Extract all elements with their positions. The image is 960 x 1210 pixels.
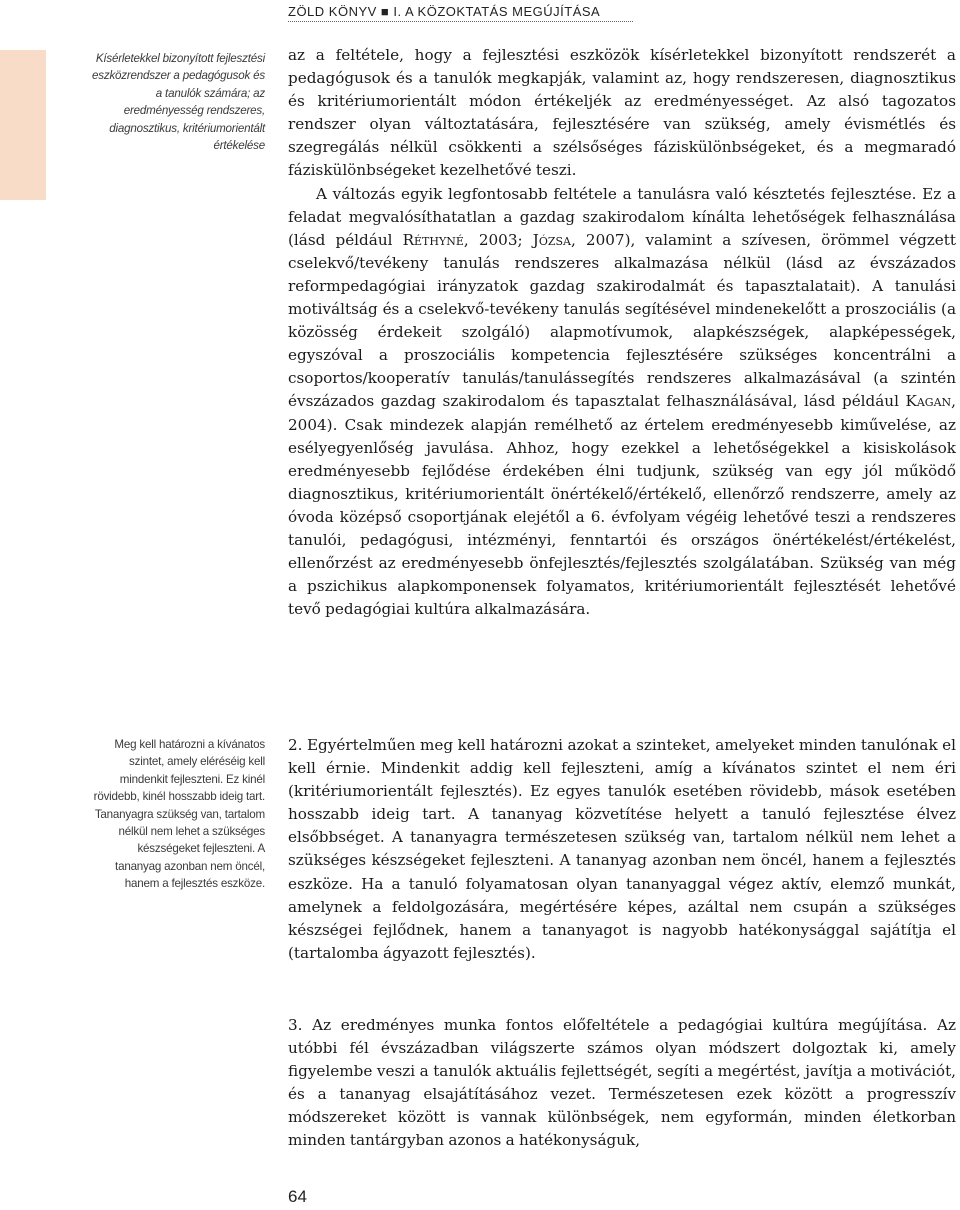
page-number: 64 bbox=[288, 1187, 307, 1206]
citation-kagan: Kagan bbox=[905, 392, 952, 411]
citation-rethyne: Réthyné bbox=[402, 230, 464, 249]
paragraph-2 bbox=[288, 183, 956, 622]
main-text-block-2 bbox=[288, 734, 956, 965]
main-text-block-1 bbox=[288, 44, 956, 621]
paragraph-1: az a feltétele, hogy a fejlesztési eszközök kísérletekkel bizonyított rendszerét a pedagógusok és a tanulók megkapják, valamint az, hogy rendszeresen, diagnosztikus és kritériumorientált módon értékeljék az eredményességet. Az alsó tagozatos rendszer olyan változtatására, fejlesztésére van szükség, amely évismétlés és szegregálás nélkül csökkenti a szélsőséges fáziskülönbségeket, és a megmaradó fáziskülönbségeket kezelhetővé teszi. bbox=[288, 46, 956, 180]
margin-note-2 bbox=[92, 736, 265, 893]
p2-text-3: , 2007), valamint a szívesen, örömmel végzett cselekvő/tevékeny tanulás rendszeres alkalmazása nélkül (lásd az évszázados reformpedagógiai irányzatok gazdag szakirodalmát és tapasztalatait). A tanulási motiváltság és a cselekvő-tevékeny tanulás segítésével mindenekelőtt a proszociális (a közösség érdekeit szolgáló) alapmotívumok, alapkészségek, alapképességek, egyszóval a proszociális kompetencia fejlesztésére szükséges koncentrálni a csoportos/kooperatív tanulás/tanulássegítés rendszeres alkalmazásával (a szintén évszázados gazdag szakirodalom és tapasztalat felhasználásával, lásd például bbox=[288, 230, 956, 411]
main-text-block-3 bbox=[288, 1014, 956, 1153]
running-header: ZÖLD KÖNYV ■ I. A KÖZOKTATÁS MEGÚJÍTÁSA bbox=[288, 4, 601, 19]
margin-note-1 bbox=[92, 50, 265, 154]
margin-note-2-text: Meg kell határozni a kívánatos szintet, amely eléréséig kell mindenkit fejleszteni. Ez kinél rövidebb, kinél hosszabb ideig tart. Tananyagra szükség van, tartalom nélkül nem lehet a szükséges készségeket fejleszteni. A tananyag azonban nem öncél, hanem a fejlesztés eszköze. bbox=[93, 738, 265, 891]
p2-text-1: A változás egyik legfontosabb feltétele a tanulásra való késztetés fejlesztése. Ez a feladat megvalósíthatatlan a gazdag szakirodalom kínálta lehetőségek felhasználása (lásd például bbox=[288, 184, 956, 249]
paragraph-4: 3. Az eredményes munka fontos előfeltétele a pedagógiai kultúra megújítása. Az utóbbi fél évszázadban világszerte számos olyan módszert dolgoztak ki, amely figyelembe veszi a tanulók aktuális fejlettségét, segíti a megértést, javítja a motivációt, és a tananyag elsajátításához vezet. Természetesen ezek között a progresszív módszereket között is vannak különbségek, nem egyformán, minden életkorban minden tantárgyban azonos a hatékonyságuk, bbox=[288, 1016, 956, 1150]
p2-text-4: , 2004). Csak mindezek alapján remélhető az értelem eredményesebb kiművelése, az esélyegyenlőség javulása. Ahhoz, hogy ezekkel a lehetőségekkel a kisiskolások eredményesebb fejlődése érdekében élni tudjunk, szükség van egy jól működő diagnosztikus, kritériumorientált önértékelő/értékelő, ellenőrző rendszerre, amely az óvoda középső csoportjának elejétől a 6. évfolyam végéig lehetővé teszi a rendszeres tanulói, pedagógusi, intézményi, fenntartói és országos önértékelést/értékelést, ellenőrzést az eredményesebb önfejlesztés/fejlesztés szolgálatában. Szükség van még a pszichikus alapkomponensek folyamatos, kritériumorientált fejlesztését lehetővé tevő pedagógiai kultúra alkalmazására. bbox=[288, 392, 956, 619]
p2-text-2: , 2003; bbox=[463, 230, 533, 249]
side-tab-marker bbox=[0, 50, 46, 200]
margin-note-1-text: Kísérletekkel bizonyított fejlesztési eszközrendszer a pedagógusok és a tanulók számára; az eredményesség rendszeres, diagnosztikus, kritériumorientált értékelése bbox=[92, 52, 265, 153]
citation-jozsa: Józsa bbox=[532, 230, 571, 249]
paragraph-3: 2. Egyértelműen meg kell határozni azokat a szinteket, amelyeket minden tanulónak el kell érnie. Mindenkit addig kell fejleszteni, amíg a kívánatos szintet el nem éri (kritériumorientált fejlesztés). Ez egyes tanulók esetében rövidebb, mások esetében hosszabb ideig tart. A tananyag közvetítése helyett a tanuló fejlesztése élvez elsőbbséget. A tananyagra természetesen szükség van, tartalom nélkül nem lehet a szükséges készségeket fejleszteni. A tananyag azonban nem öncél, hanem a fejlesztés eszköze. Ha a tanuló folyamatosan olyan tananyaggal végez aktív, elemző munkát, amelynek a feldolgozására, megértésére képes, azáltal nem csupán a szükséges készségei fejlődnek, hanem a tananyagot is nagyobb hatékonysággal sajátítja el (tartalomba ágyazott fejlesztés). bbox=[288, 736, 956, 962]
header-rule bbox=[288, 21, 633, 22]
